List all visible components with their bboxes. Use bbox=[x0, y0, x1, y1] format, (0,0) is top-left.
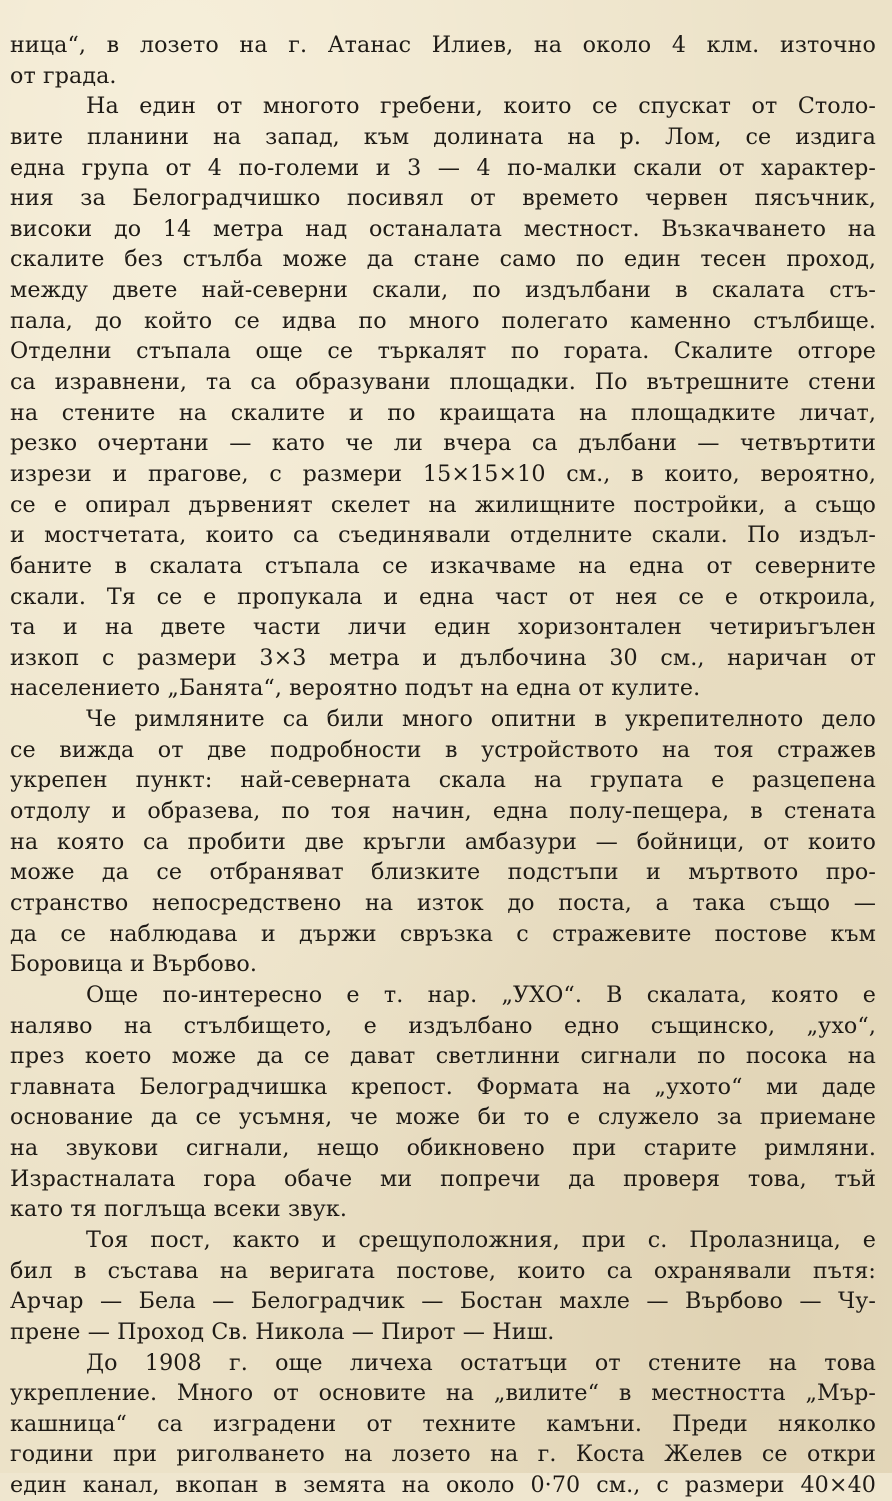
text-line: изкоп с размери 3×3 метра и дълбочина 30 см., наричан от bbox=[10, 644, 876, 671]
text-line: една група от 4 по-големи и 3 — 4 по-малки скали от характер- bbox=[10, 154, 876, 181]
text-line: да се наблюдава и държи свръзка с стражевите постове към bbox=[10, 920, 876, 947]
text-line: изрези и прагове, с размери 15×15×10 см., в които, вероятно, bbox=[10, 460, 876, 487]
text-line: На един от многото гребени, които се спускат от Столо- bbox=[86, 93, 876, 120]
text-line: високи до 14 метра над останалата местност. Възкачването на bbox=[10, 215, 876, 242]
text-line: та и на двете части личи един хоризонтален четириъгълен bbox=[10, 614, 876, 641]
text-line: наляво на стълбището, е издълбано едно същинско, „ухо“, bbox=[10, 1012, 876, 1039]
text-line: Отделни стъпала още се търкалят по гората. Скалите отгоре bbox=[10, 338, 876, 365]
text-line: се е опирал дървеният скелет на жилищните постройки, а също bbox=[10, 491, 876, 518]
text-line: странство непосредствено на изток до поста, а така също — bbox=[10, 889, 876, 916]
text-line: на която са пробити две кръгли амбазури — бойници, от които bbox=[10, 828, 876, 855]
text-line: прене — Проход Св. Никола — Пирот — Ниш. bbox=[10, 1318, 555, 1345]
text-line: се вижда от две подробности в устройството на тоя стражев bbox=[10, 736, 876, 763]
text-line: вите планини на запад, към долината на р. Лом, се издига bbox=[10, 123, 876, 150]
text-line: през което може да се дават светлинни сигнали по посока на bbox=[10, 1043, 876, 1070]
text-line: са изравнени, та са образувани площадки. По вътрешните стени bbox=[10, 369, 876, 396]
body-text bbox=[10, 30, 876, 1501]
text-line: ния за Белоградчишко посивял от времето червен пясъчник, bbox=[10, 185, 876, 212]
text-line: До 1908 г. още личеха остатъци от стените на това bbox=[86, 1349, 876, 1376]
text-line: може да се отбраняват близките подстъпи и мъртвото про- bbox=[10, 859, 876, 886]
text-line: пала, до който се идва по много полегато каменно стълбище. bbox=[10, 307, 876, 334]
text-line: укрепление. Много от основите на „вилите“ в местността „Мър- bbox=[10, 1380, 876, 1407]
text-line: години при риголването на лозето на г. Коста Желев се откри bbox=[10, 1441, 876, 1468]
text-line: и мостчетата, които са съединявали отделните скали. По издъл- bbox=[10, 522, 876, 549]
text-line: бил в състава на веригата постове, които са охранявали пътя: bbox=[10, 1257, 876, 1284]
text-line: населението „Банята“, вероятно подът на една от кулите. bbox=[10, 675, 701, 702]
text-line: Още по-интересно е т. нар. „УХО“. В скалата, която е bbox=[86, 981, 876, 1008]
text-line: главната Белоградчишка крепост. Формата на „ухото“ ми даде bbox=[10, 1073, 876, 1100]
text-line: скали. Тя се е пропукала и една част от нея се е откроила, bbox=[10, 583, 876, 610]
text-line: на стените на скалите и по краищата на площадките личат, bbox=[10, 399, 876, 426]
text-line: основание да се усъмня, че може би то е служело за приемане bbox=[10, 1104, 876, 1131]
text-line: Израстналата гора обаче ми попречи да проверя това, тъй bbox=[10, 1165, 876, 1192]
text-line: Боровица и Върбово. bbox=[10, 951, 258, 978]
text-line: като тя поглъща всеки звук. bbox=[10, 1196, 348, 1223]
text-line: ница“, в лозето на г. Атанас Илиев, на около 4 клм. източно bbox=[10, 32, 876, 58]
text-line: кашница“ са изградени от техните камъни. Преди няколко bbox=[10, 1410, 876, 1437]
text-line: между двете най-северни скали, по издълбани в скалата стъ- bbox=[10, 277, 876, 304]
text-line: отдолу и образева, по тоя начин, една полу-пещера, в стената bbox=[10, 798, 876, 825]
text-line: Тоя пост, както и срещуположния, при с. Пролазница, е bbox=[86, 1226, 876, 1253]
text-line: от града. bbox=[10, 62, 117, 89]
text-line: баните в скалата стъпала се изкачваме на една от северните bbox=[10, 552, 876, 579]
text-line: резко очертани — като че ли вчера са дълбани — четвъртити bbox=[10, 430, 876, 457]
text-line: Че римляните са били много опитни в укрепителното дело bbox=[86, 706, 876, 733]
text-line: скалите без стълба може да стане само по един тесен проход, bbox=[10, 246, 876, 273]
text-line: на звукови сигнали, нещо обикновено при старите римляни. bbox=[10, 1135, 876, 1162]
text-line: един канал, вкопан в земята на около 0·70 см., с размери 40×40 bbox=[10, 1472, 876, 1499]
text-line: укрепен пункт: най-северната скала на групата е разцепена bbox=[10, 767, 876, 794]
text-line: Арчар — Бела — Белоградчик — Бостан махле — Върбово — Чу- bbox=[10, 1288, 876, 1315]
